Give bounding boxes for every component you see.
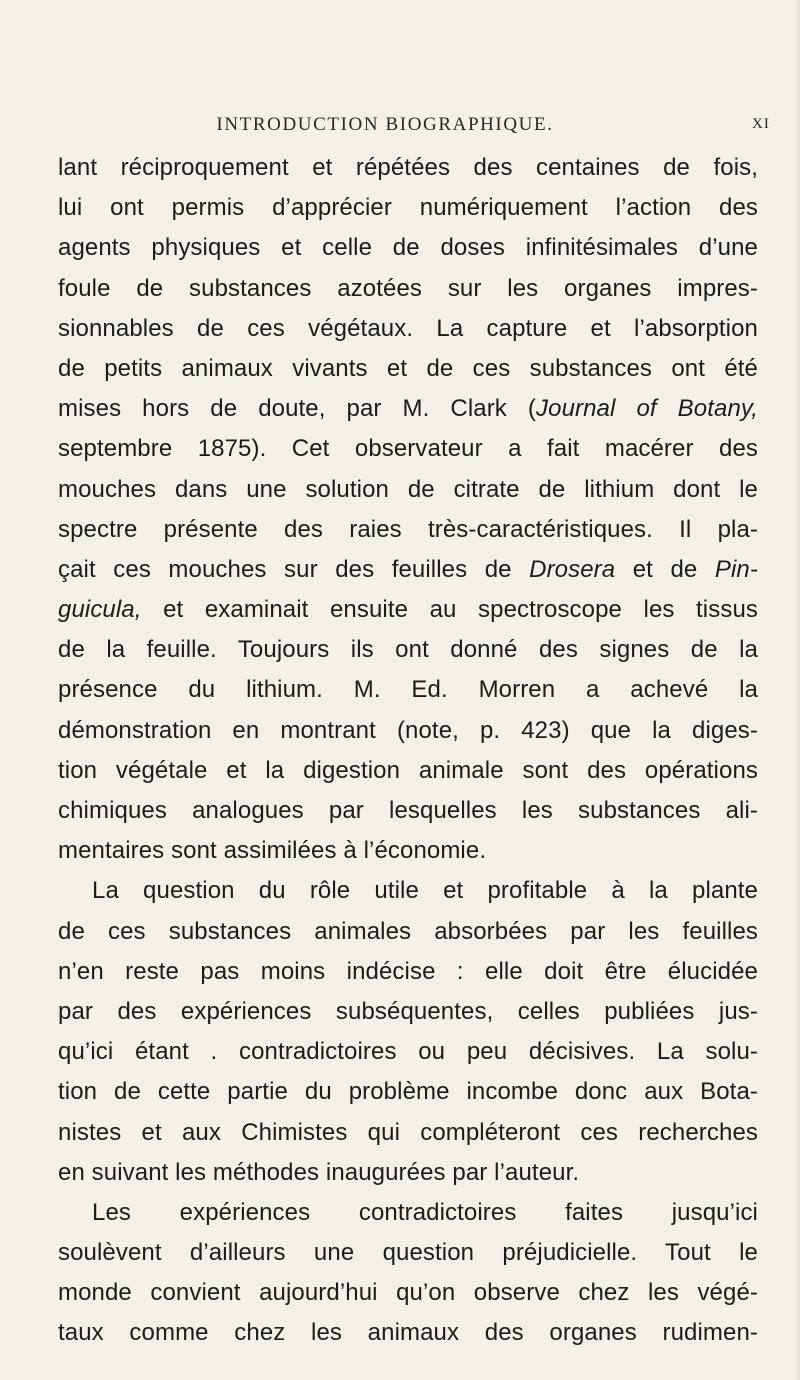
text-line: de petits animaux vivants et de ces substances ont été <box>58 354 758 382</box>
text-line: foule de substances azotées sur les organes impres- <box>58 274 758 302</box>
text-line: de ces substances animales absorbées par les feuilles <box>58 917 758 945</box>
text-line: agents physiques et celle de doses infinitésimales d’une <box>58 234 758 262</box>
text-line: mouches dans une solution de citrate de lithium dont le <box>58 475 758 503</box>
text-line: septembre 1875). Cet observateur a fait macérer des <box>58 435 758 463</box>
text-line: soulèvent d’ailleurs une question préjudicielle. Tout le <box>58 1239 758 1267</box>
paragraph-start: Les expériences contradictoires faites jusqu’ici <box>92 1198 758 1226</box>
text-line: par des expériences subséquentes, celles publiées jus- <box>58 997 758 1025</box>
text-line: tion de cette partie du problème incombe donc aux Bota- <box>58 1078 758 1106</box>
text-line <box>58 389 758 429</box>
body-text <box>58 148 758 1354</box>
text-line: lui ont permis d’apprécier numériquement l’action des <box>58 194 758 222</box>
text-line: lant réciproquement et répétées des centaines de fois, <box>58 154 758 181</box>
text-run: et examinait ensuite au spectroscope les tissus <box>141 596 758 624</box>
text-line: de la feuille. Toujours ils ont donné des signes de la <box>58 636 758 664</box>
text-line: en suivant les méthodes inaugurées par l’auteur. <box>58 1158 580 1186</box>
journal-title: Journal of Botany, <box>536 395 758 423</box>
text-line: n’en reste pas moins indécise : elle doit être élucidée <box>58 957 758 985</box>
text-line: monde convient aujourd’hui qu’on observe chez les végé- <box>58 1279 758 1307</box>
genus-drosera: Drosera <box>529 555 616 583</box>
text-line: démonstration en montrant (note, p. 423) que la diges- <box>58 716 758 744</box>
genus-pinguicula-end: guicula, <box>58 596 142 624</box>
text-run: et de <box>615 555 715 583</box>
paper-edge-shadow <box>794 0 800 1380</box>
text-line: chimiques analogues par lesquelles les substances ali- <box>58 797 758 824</box>
text-line: taux comme chez les animaux des organes rudimen- <box>58 1319 758 1347</box>
text-line: spectre présente des raies très-caractéristiques. Il pla- <box>58 515 758 543</box>
genus-pinguicula-start: Pin- <box>714 555 758 583</box>
text-line: nistes et aux Chimistes qui compléteront ces recherches <box>58 1118 758 1146</box>
paragraph-start: La question du rôle utile et profitable à la plante <box>92 877 758 905</box>
text-line <box>58 590 758 630</box>
text-line: sionnables de ces végétaux. La capture et l’absorption <box>58 314 758 342</box>
text-line: présence du lithium. M. Ed. Morren a achevé la <box>58 676 758 704</box>
running-title: INTRODUCTION BIOGRAPHIQUE. <box>216 114 554 135</box>
text-line: mentaires sont assimilées à l’économie. <box>58 837 487 865</box>
text-run: çait ces mouches sur des feuilles de <box>58 555 530 583</box>
text-run: mises hors de doute, par M. Clark ( <box>58 395 537 423</box>
text-line: tion végétale et la digestion animale sont des opérations <box>58 756 758 784</box>
page-number: XI <box>752 116 770 132</box>
text-line: qu’ici étant . contradictoires ou peu décisives. La solu- <box>58 1038 758 1066</box>
text-line <box>58 550 758 590</box>
